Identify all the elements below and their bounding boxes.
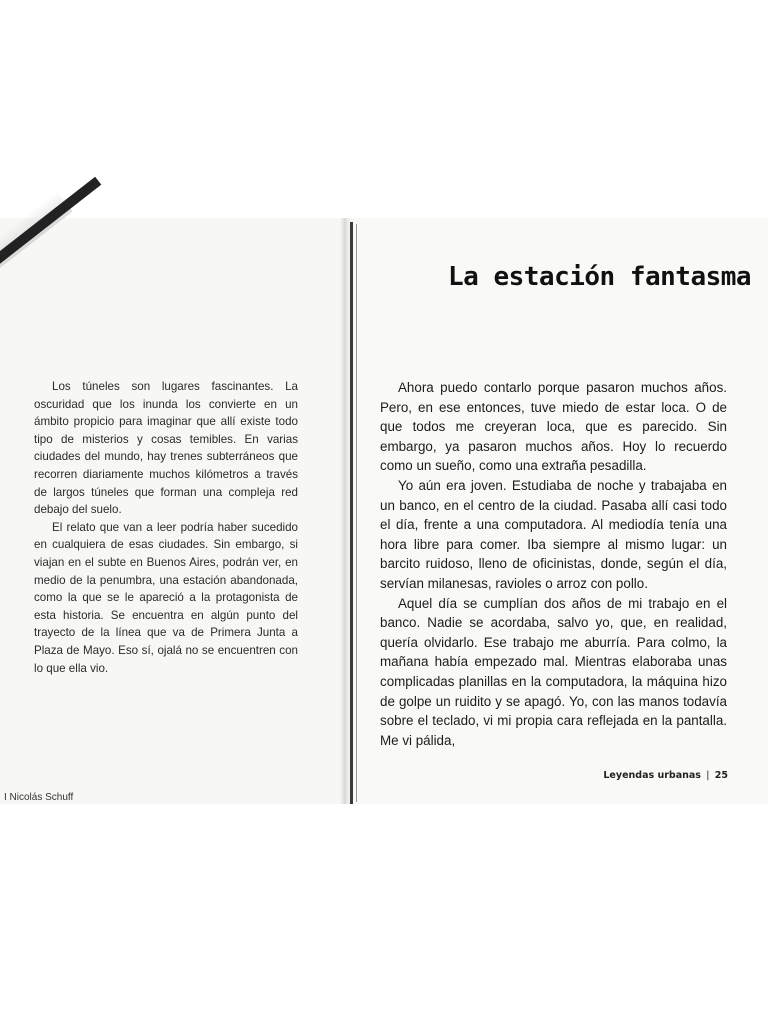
gutter-shadow-line [350,222,353,804]
intro-paragraph: Los túneles son lugares fascinantes. La oscuridad que los inunda los convierte en un ámbito propicio para imaginar que allí existe todo tipo de misterios y cosas temibles. En varias ciudades del mundo, hay trenes subterráneos que recorren diariamente muchos kilómetros a través de largos túneles que forman una compleja red debajo del suelo. [34,380,298,517]
story-paragraph: Ahora puedo contarlo porque pasaron muchos años. Pero, en ese entonces, tuve miedo de estar loca. O de que todos me creyeran loca, que es parecido. Sin embargo, ya pasaron muchos años. Hoy lo recuerdo como un sueño, como una extraña pesadilla. [380,380,727,474]
left-page-footer: I Nicolás Schuff [4,792,74,803]
intro-paragraph: El relato que van a leer podría haber sucedido en cualquiera de esas ciudades. Sin embargo, si viajan en el subte en Buenos Aires, podrán ver, en medio de la penumbra, una estación abandonada, como la que se le apareció a la protagonista de esta historia. Se encuentra en algún punto del trayecto de la línea que va de Primera Junta a Plaza de Mayo. Eso sí, ojalá no se encuentren con lo que ella vio. [34,520,298,675]
chapter-title: La estación fantasma [448,262,752,292]
story-paragraph: Aquel día se cumplían dos años de mi trabajo en el banco. Nadie se acordaba, salvo yo, que, en realidad, quería olvidarlo. Ese trabajo me aburría. Para colmo, la mañana había empezado mal. Mientras elaboraba unas complicadas planillas en la computadora, la máquina hizo de golpe un ruidito y se apagó. Yo, con las manos todavía sobre el teclado, vi mi propia cara reflejada en la pantalla. Me vi pálida, [380,595,727,748]
story-paragraph: Yo aún era joven. Estudiaba de noche y trabajaba en un banco, en el centro de la ciudad. Pasaba allí casi todo el día, frente a una computadora. Al mediodía tenía una hora libre para comer. Iba siempre al mismo lugar: un barcito ruidoso, lleno de oficinistas, donde, según el día, servían milanesas, ravioles o arroz con pollo. [380,477,727,591]
footer-book-title: Leyendas urbanas [603,770,701,781]
footer-separator: | [706,770,710,781]
intro-text [34,378,298,677]
page-number: 25 [714,770,728,781]
gutter-inner-line [356,224,357,802]
right-page-footer [600,770,728,781]
story-text [380,378,727,750]
